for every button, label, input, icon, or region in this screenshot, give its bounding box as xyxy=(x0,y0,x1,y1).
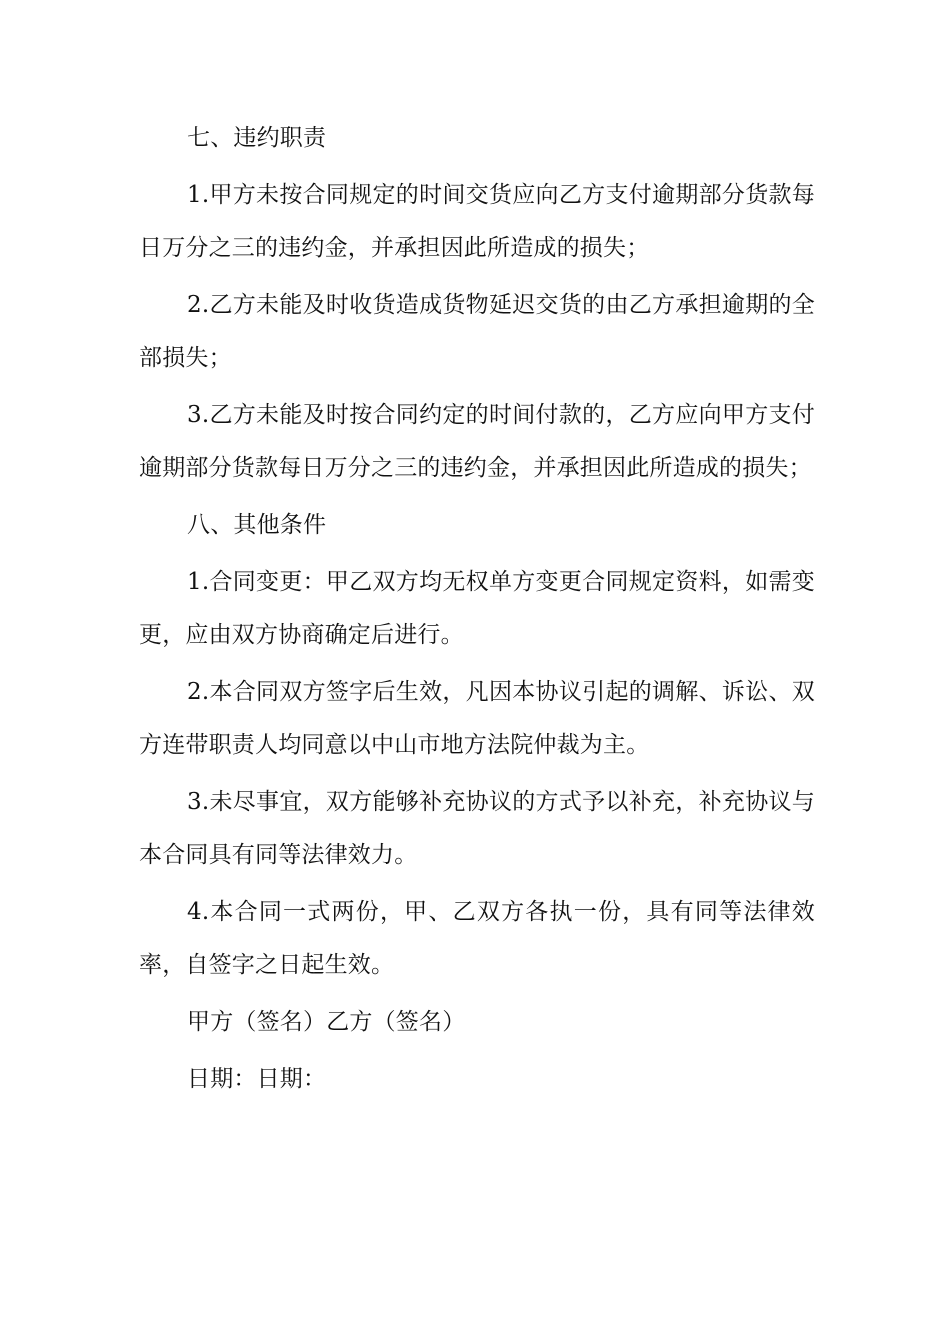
section-7-item-3: 3.乙方未能及时按合同约定的时间付款的，乙方应向甲方支付逾期部分货款每日万分之三的违约金，并承担因此所造成的损失； xyxy=(139,402,815,481)
signature-line: 甲方（签名）乙方（签名） xyxy=(187,1009,466,1035)
section-8-item-3: 3.未尽事宜，双方能够补充协议的方式予以补充，补充协议与本合同具有同等法律效力。 xyxy=(139,789,815,868)
section-8-title: 八、其他条件 xyxy=(187,512,327,538)
section-7-title: 七、违约职责 xyxy=(187,125,327,151)
date-line: 日期：日期： xyxy=(187,1066,327,1092)
section-7-item-1: 1.甲方未按合同规定的时间交货应向乙方支付逾期部分货款每日万分之三的违约金，并承担因此所造成的损失； xyxy=(139,182,815,261)
document-body xyxy=(139,112,815,1110)
section-7-item-2: 2.乙方未能及时收货造成货物延迟交货的由乙方承担逾期的全部损失； xyxy=(139,292,815,371)
section-8-item-1: 1.合同变更：甲乙双方均无权单方变更合同规定资料，如需变更，应由双方协商确定后进行。 xyxy=(139,569,815,648)
section-8-item-2: 2.本合同双方签字后生效，凡因本协议引起的调解、诉讼、双方连带职责人均同意以中山市地方法院仲裁为主。 xyxy=(139,679,815,758)
section-8-item-4: 4.本合同一式两份，甲、乙双方各执一份，具有同等法律效率，自签字之日起生效。 xyxy=(139,899,815,978)
